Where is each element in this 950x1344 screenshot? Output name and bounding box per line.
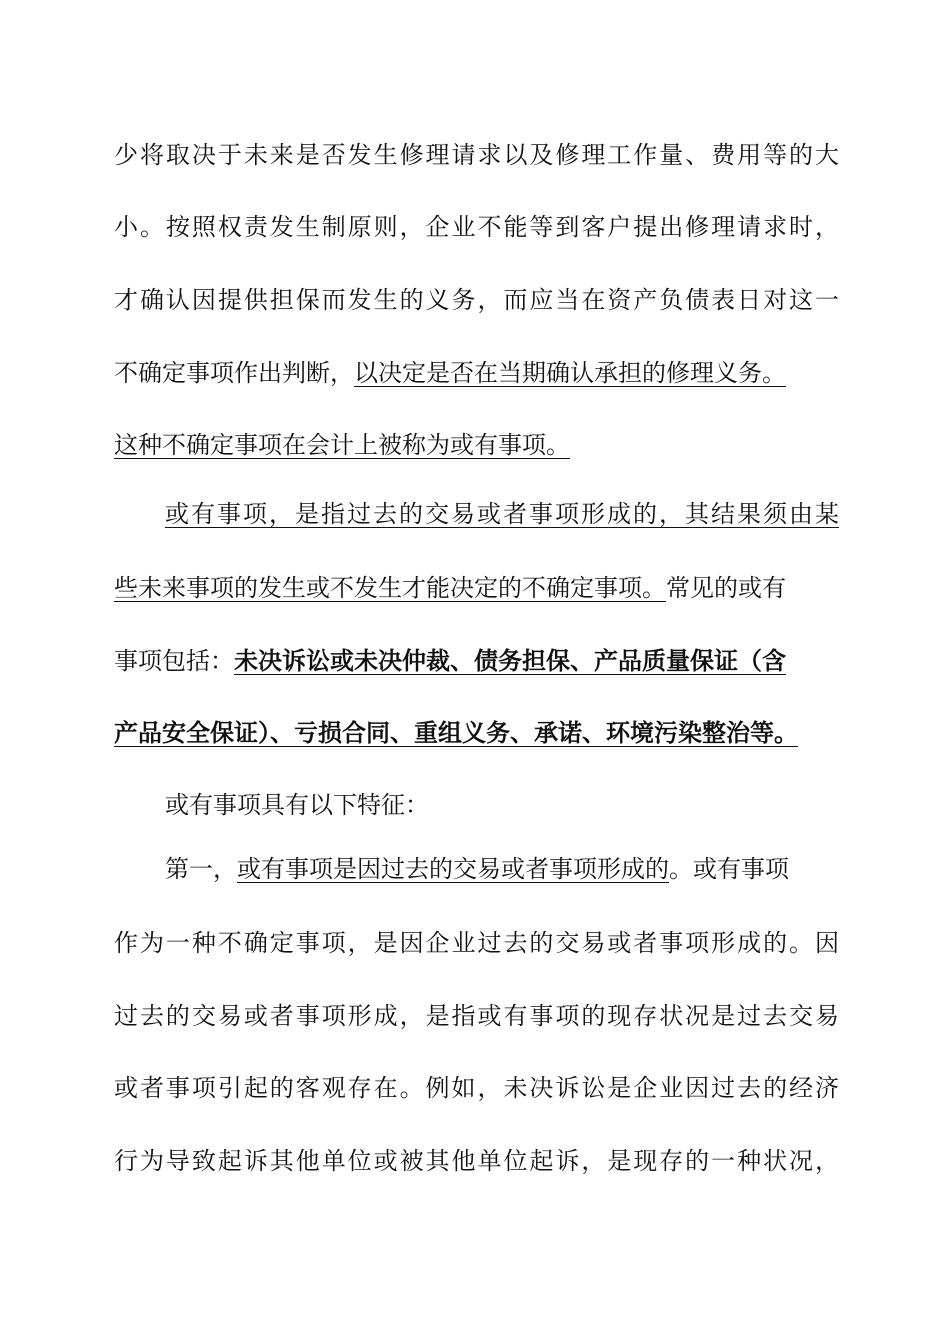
underlined-text: 或有事项，是指过去的交易或者事项形成的，其结果须由某 [165,500,839,528]
text-line: 才确认因提供担保而发生的义务，而应当在资产负债表日对这一 [114,286,839,314]
underlined-text: 或有事项是因过去的交易或者事项形成的 [237,855,669,883]
text-segment: 常见的或有 [666,574,786,602]
text-line: 少将取决于未来是否发生修理请求以及修理工作量、费用等的大 [114,141,839,169]
text-line [114,641,839,681]
text-line [114,353,839,393]
text-segment: 。或有事项 [669,855,789,883]
underlined-text: 这种不确定事项在会计上被称为或有事项。 [114,431,570,459]
text-segment: 不确定事项作出判断， [114,359,354,387]
text-segment: 第一， [165,855,237,883]
text-line: 或有事项具有以下特征： [165,791,429,819]
text-line [165,849,839,889]
text-line: 或者事项引起的客观存在。例如，未决诉讼是企业因过去的经济 [114,1074,839,1102]
text-line: 作为一种不确定事项，是因企业过去的交易或者事项形成的。因 [114,929,839,957]
text-line: 行为导致起诉其他单位或被其他单位起诉，是现存的一种状况， [114,1147,839,1175]
text-line [114,425,839,465]
bold-underlined-text: 产品安全保证）、亏损合同、重组义务、承诺、环境污染整治等。 [114,718,798,747]
text-line [114,568,839,608]
text-segment: 事项包括： [114,647,234,675]
text-line [114,713,839,753]
underlined-text: 些未来事项的发生或不发生才能决定的不确定事项。 [114,574,666,602]
text-line [165,494,839,534]
text-line: 过去的交易或者事项形成，是指或有事项的现存状况是过去交易 [114,1002,839,1030]
bold-underlined-text: 未决诉讼或未决仲裁、债务担保、产品质量保证（含 [234,646,786,675]
underlined-text: 以决定是否在当期确认承担的修理义务。 [354,359,786,387]
text-line: 小。按照权责发生制原则，企业不能等到客户提出修理请求时， [114,213,839,241]
